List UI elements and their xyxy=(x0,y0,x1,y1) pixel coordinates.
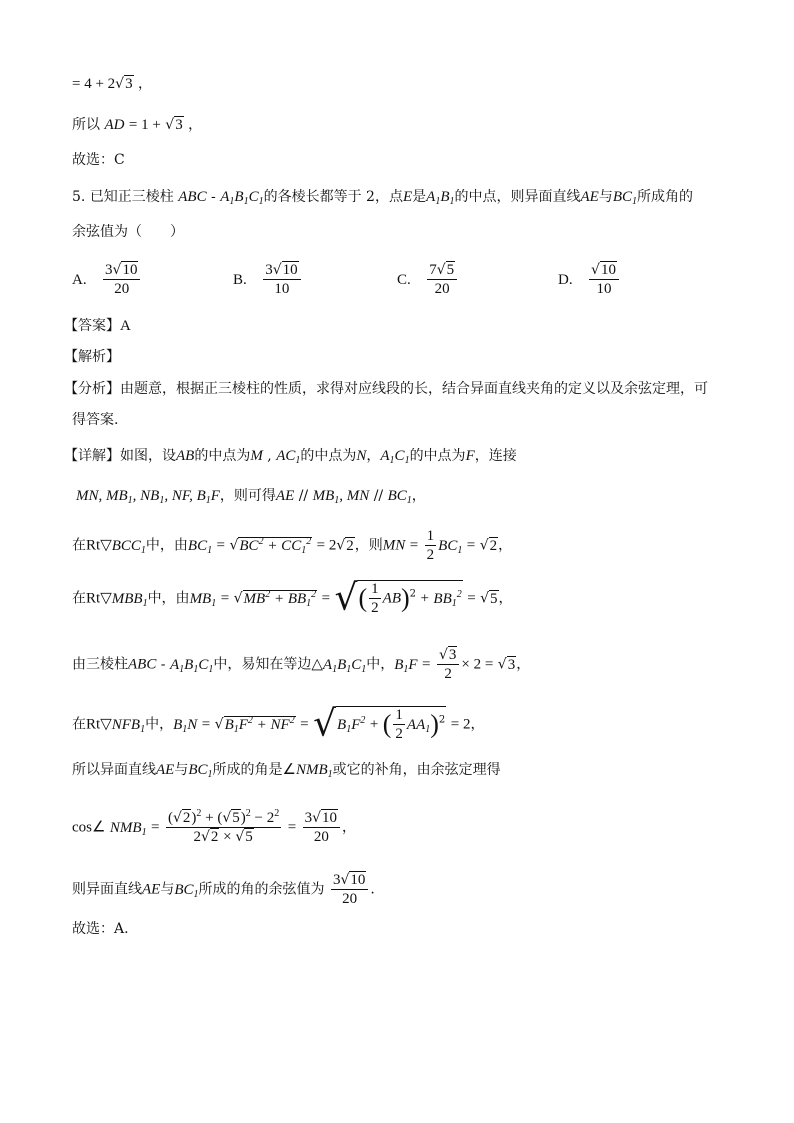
analysis-tag: 【解析】 xyxy=(64,349,120,365)
detail-line-2: MN, $MB_1$, $NB_1$, NF, $B_1F$，则可得AE // $MB_1$, MN // $BC_1$， xyxy=(76,488,426,506)
option-d[interactable]: D. $\frac{√10}{10}$ xyxy=(558,262,621,297)
detail-line-4: 在$Rt▽MBB_1$中，由$MB_1 = √MB^2 + BB_1^2$ = √( $\frac{1}{2}$ $AB)^2 + BB_1^2 = √5$， xyxy=(72,577,513,619)
question-number: 5. xyxy=(72,189,86,205)
option-b[interactable]: B. $\frac{3√10}{10}$ xyxy=(233,262,303,297)
detail-line-10: 故选：A. xyxy=(72,921,129,937)
detail-line-9: 则异面直线AE与$BC_1$所成的角的余弦值为 $\frac{3√10}{20}$ . xyxy=(72,872,375,907)
fenxi-tag: 【分析】 xyxy=(64,381,120,397)
detail-line-7: 所以异面直线AE与$BC_1$所成的角是$\angle NMB_1$或它的补角，由余弦定理得 xyxy=(72,762,501,780)
detail-line-1: 【详解】如图，设AB的中点为M , $AC_1$的中点为N，$A_1C_1$的中点为F，连接 xyxy=(64,448,517,466)
prev-line-2: 所以 AD = 1 + √3 ， xyxy=(72,117,203,133)
fenxi-line-2: 得答案. xyxy=(72,412,119,428)
prev-choice: 故选：C xyxy=(72,152,125,168)
question-line-1: 5. 已知正三棱柱 ABC - $A_1B_1C_1$的各棱长都等于 2，点E是$A_1B_1$的中点，则异面直线AE与$BC_1$所成角的 xyxy=(72,189,693,207)
detail-line-8: cos∠ $NMB_1$ = $\frac{(√2)^2 + (√5)^2 - 2^2}{2√2 \times √5}$ = $\frac{3√10}{20}$ ， xyxy=(72,808,357,845)
answer-line: 【答案】A xyxy=(64,318,131,334)
question-line-2: 余弦值为（ ） xyxy=(72,224,184,240)
option-c[interactable]: C. $\frac{7√5}{20}$ xyxy=(397,262,459,297)
option-a[interactable]: A. $\frac{3√10}{20}$ xyxy=(72,262,142,297)
detail-line-5: 由三棱柱ABC - $A_1B_1C_1$中，易知在等边$\triangle A_1B_1C_1$中，$B_1F$ = $\frac{√3}{2}$ × 2 = √3， xyxy=(72,647,531,682)
detail-line-3: 在$Rt▽BCC_1$中，由$BC_1 = √BC^2 + CC_1^2 = 2√2$，则MN = $\frac{1}{2}$ $BC_1 = √2$， xyxy=(72,528,513,563)
fenxi-line-1: 【分析】由题意，根据正三棱柱的性质，求得对应线段的长，结合异面直线夹角的定义以及余弦定理，可 xyxy=(64,381,708,397)
answer-tag: 【答案】 xyxy=(64,318,120,334)
detail-tag: 【详解】 xyxy=(64,448,120,464)
detail-line-6: 在$Rt▽NFB_1$中，$B_1N = √B_1F^2 + NF^2 = √B_1F^2$ + ( $\frac{1}{2}$ $AA_1)^2 = 2$， xyxy=(72,703,485,745)
prev-line-1: = 4 + 2√3 ， xyxy=(72,76,153,92)
